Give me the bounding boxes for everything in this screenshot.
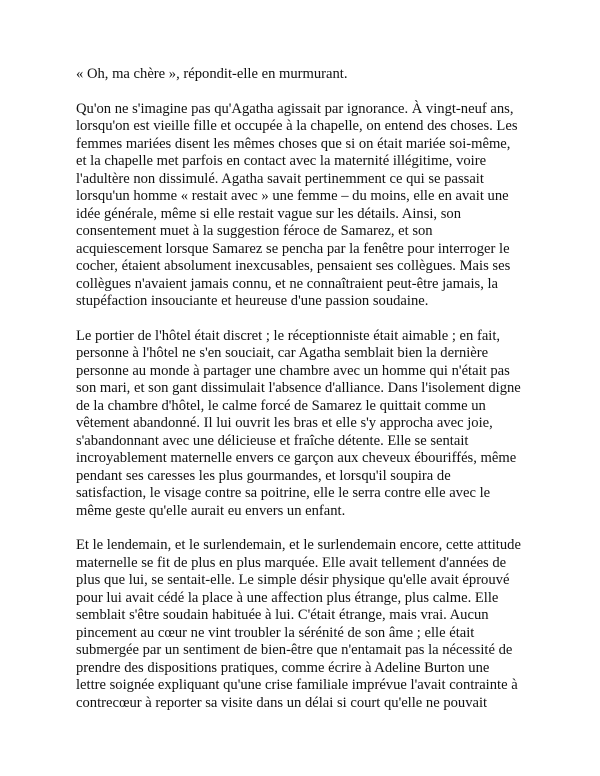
text-line: semblait s'être soudain habituée à lui. C'était étrange, mais vrai. Aucun <box>76 607 489 623</box>
text-line: de la chambre d'hôtel, le calme forcé de Samarez le quittait comme un <box>76 397 486 414</box>
text-line: Et le lendemain, et le surlendemain, et le surlendemain encore, cette attitude <box>76 537 521 553</box>
text-line: plus que lui, se sentait-elle. Le simple désir physique qu'elle avait éprouvé <box>76 572 510 588</box>
text-line: stupéfaction insouciante et heureuse d'une passion soudaine. <box>76 293 429 309</box>
paragraph-4 <box>76 537 536 712</box>
text-line: idée générale, même si elle restait vague sur les détails. Ainsi, son <box>76 205 461 222</box>
text-line: personne au monde à partager une chambre avec un homme qui n'était pas <box>76 362 510 379</box>
text-line: pincement au cœur ne vint troubler la sérénité de son âme ; elle était <box>76 624 475 641</box>
text-line: « Oh, ma chère », répondit-elle en murmurant. <box>76 66 348 82</box>
text-line: prendre des dispositions pratiques, comme écrire à Adeline Burton une <box>76 659 490 676</box>
paragraph-2 <box>76 101 536 311</box>
text-line: Qu'on ne s'imagine pas qu'Agatha agissait par ignorance. À vingt-neuf ans, <box>76 100 514 117</box>
text-line: même geste qu'elle aurait eu envers un enfant. <box>76 502 346 519</box>
text-line: acquiescement lorsque Samarez se pencha par la fenêtre pour interroger le <box>76 240 510 257</box>
document-page <box>76 66 536 729</box>
text-line: femmes mariées disent les mêmes choses que si on était mariée soi-même, <box>76 135 511 152</box>
text-line: satisfaction, le visage contre sa poitrine, elle le serra contre elle avec le <box>76 485 491 501</box>
text-line: son mari, et son gant dissimulait l'absence d'alliance. Dans l'isolement digne <box>76 380 521 396</box>
text-line: pour lui avait cédé la place à une affection plus étrange, plus calme. Elle <box>76 589 499 606</box>
text-line: vêtement abandonné. Il lui ouvrit les bras et elle s'y approcha avec joie, <box>76 415 493 431</box>
text-line: et la chapelle met parfois en contact avec la maternité illégitime, voire <box>76 153 487 169</box>
text-line: consentement muet à la suggestion féroce de Samarez, et son <box>76 223 433 239</box>
text-line: Le portier de l'hôtel était discret ; le réceptionniste était aimable ; en fait, <box>76 327 501 344</box>
text-line: personne à l'hôtel ne s'en souciait, car Agatha semblait bien la dernière <box>76 345 489 361</box>
text-line: submergée par un sentiment de bien-être que n'entamait pas la nécessité de <box>76 642 513 658</box>
text-line: lettre soignée expliquant qu'une crise familiale imprévue l'avait contrainte à <box>76 677 518 693</box>
text-line: lorsqu'on est vieille fille et occupée à la chapelle, on entend des choses. Les <box>76 118 518 134</box>
text-line: maternelle se fit de plus en plus marquée. Elle avait tellement d'années de <box>76 554 507 571</box>
text-line: s'abandonnant avec une délicieuse et fraîche détente. Elle se sentait <box>76 432 469 449</box>
text-line: pendant ses caresses les plus gourmandes, et lorsqu'il soupira de <box>76 467 451 484</box>
paragraph-1 <box>76 66 536 84</box>
text-line: lorsqu'un homme « restait avec » une femme – du moins, elle en avait une <box>76 188 509 204</box>
text-line: collègues n'avaient jamais connu, et ne connaîtraient peut-être jamais, la <box>76 275 499 292</box>
text-line: cocher, étaient absolument inexcusables, pensaient ses collègues. Mais ses <box>76 258 511 274</box>
text-line: incroyablement maternelle envers ce garçon aux cheveux ébouriffés, même <box>76 450 517 466</box>
text-line: l'adultère non dissimulé. Agatha savait pertinemment ce qui se passait <box>76 170 484 187</box>
text-line: contrecœur à reporter sa visite dans un délai si court qu'elle ne pouvait <box>76 694 488 711</box>
paragraph-3 <box>76 328 536 521</box>
